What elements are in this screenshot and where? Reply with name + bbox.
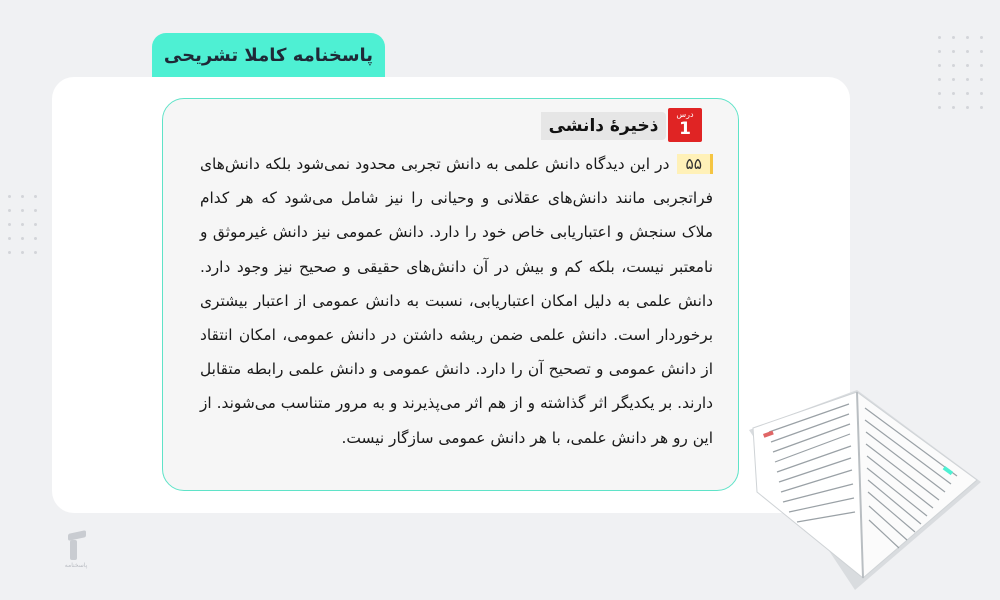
open-book-icon [745, 372, 983, 594]
lesson-badge-number: 1 [679, 119, 691, 139]
answer-key-tab: پاسخنامه کاملا تشریحی [152, 33, 385, 77]
lesson-badge-label: درس [676, 110, 694, 119]
dot-grid-left [8, 195, 48, 270]
logo-text: پاسخنامه [64, 562, 88, 569]
logo-mark-stem [70, 540, 77, 560]
question-number: ۵۵ [677, 154, 713, 174]
answer-text-block [200, 147, 713, 455]
dot-grid-right [938, 36, 988, 126]
lesson-badge [668, 108, 702, 142]
lesson-title: ذخیرهٔ دانشی [541, 112, 666, 140]
answer-text: در این دیدگاه دانش علمی به دانش تجربی محدود نمی‌شود بلکه دانش‌های فراتجربی مانند دانش‌های عقلانی و وحیانی را نیز شامل می‌شود که هر کدام ملاک سنجش و اعتباریابی خاص خود را دارد. دانش عمومی نیز دانش غیرموثق و نامعتبر نیست، بلکه کم و بیش در آن دانش‌های حقیقی و صحیح نیز وجود دارد. دانش علمی به دلیل امکان اعتباریابی، نسبت به دانش عمومی از اعتبار بیشتری برخوردار است. دانش علمی ضمن ریشه داشتن در دانش عمومی، امکان انتقاد از دانش عمومی و تصحیح آن را دارد. دانش عمومی و دانش علمی رابطه متقابل دارند. بر یکدیگر اثر گذاشته و از هم اثر می‌پذیرند و به مرور متناسب می‌شوند. از این رو هر دانش علمی، با هر دانش عمومی سازگار نیست. [200, 155, 713, 447]
brand-logo [58, 530, 94, 570]
